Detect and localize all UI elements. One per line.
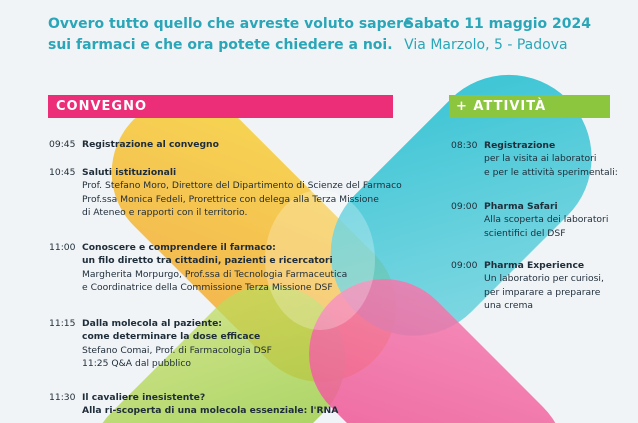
attivita-header: + ATTIVITÀ — [449, 95, 610, 118]
item-time: 09:00 — [451, 260, 478, 271]
item-title: Saluti istituzionali — [82, 167, 177, 178]
item-detail: per la visita ai laboratori — [484, 153, 597, 165]
item-time: 11:15 — [49, 318, 76, 329]
item-title: Registrazione al convegno — [82, 139, 219, 150]
item-detail: Margherita Morpurgo, Prof.ssa di Tecnologia Farmaceutica — [82, 268, 348, 280]
item-title: Alla ri-scoperta di una molecola essenziale: l'RNA — [82, 405, 339, 417]
item-time: 11:30 — [49, 392, 76, 403]
item-detail: 11:25 Q&A dal pubblico — [82, 358, 192, 370]
item-title: Pharma Safari — [484, 201, 558, 212]
item-detail: Alla scoperta dei laboratori — [484, 214, 609, 226]
item-detail: per imparare a preparare — [484, 286, 601, 298]
item-title: Pharma Experience — [484, 260, 585, 271]
intro-text — [48, 14, 413, 56]
item-time: 10:45 — [49, 167, 76, 178]
item-detail: Stefano Comai, Prof. di Farmacologia DSF — [82, 344, 272, 356]
item-time: 08:30 — [451, 140, 478, 151]
item-detail: Prof. Stefano Moro, Direttore del Dipartimento di Scienze del Farmaco — [82, 180, 402, 192]
item-title: Il cavaliere inesistente? — [82, 392, 206, 403]
item-detail: Prof.ssa Monica Fedeli, Prorettrice con delega alla Terza Missione — [82, 193, 379, 205]
item-title: un filo diretto tra cittadini, pazienti e ricercatori — [82, 255, 333, 267]
item-time: 11:00 — [49, 242, 76, 253]
item-time: 09:45 — [49, 139, 76, 150]
item-detail: scientifici del DSF — [484, 227, 566, 239]
item-title: Dalla molecola al paziente: — [82, 318, 222, 329]
event-address: Via Marzolo, 5 - Padova — [404, 37, 568, 53]
item-title: Conoscere e comprendere il farmaco: — [82, 242, 276, 253]
item-detail: e per le attività sperimentali: — [484, 166, 618, 178]
item-detail: e Coordinatrice della Commissione Terza Missione DSF — [82, 282, 333, 294]
item-detail: Un laboratorio per curiosi, — [484, 273, 604, 285]
intro-line-2: sui farmaci e che ora potete chiedere a noi. — [48, 37, 393, 53]
convegno-header: CONVEGNO — [48, 95, 393, 118]
item-title: Registrazione — [484, 140, 556, 151]
item-title: come determinare la dose efficace — [82, 331, 261, 343]
event-info — [404, 14, 591, 56]
item-time: 09:00 — [451, 201, 478, 212]
intro-line-1: Ovvero tutto quello che avreste voluto sapere — [48, 16, 413, 32]
item-detail: di Ateneo e rapporti con il territorio. — [82, 207, 248, 219]
item-detail: una crema — [484, 300, 534, 312]
event-date: Sabato 11 maggio 2024 — [404, 16, 591, 32]
